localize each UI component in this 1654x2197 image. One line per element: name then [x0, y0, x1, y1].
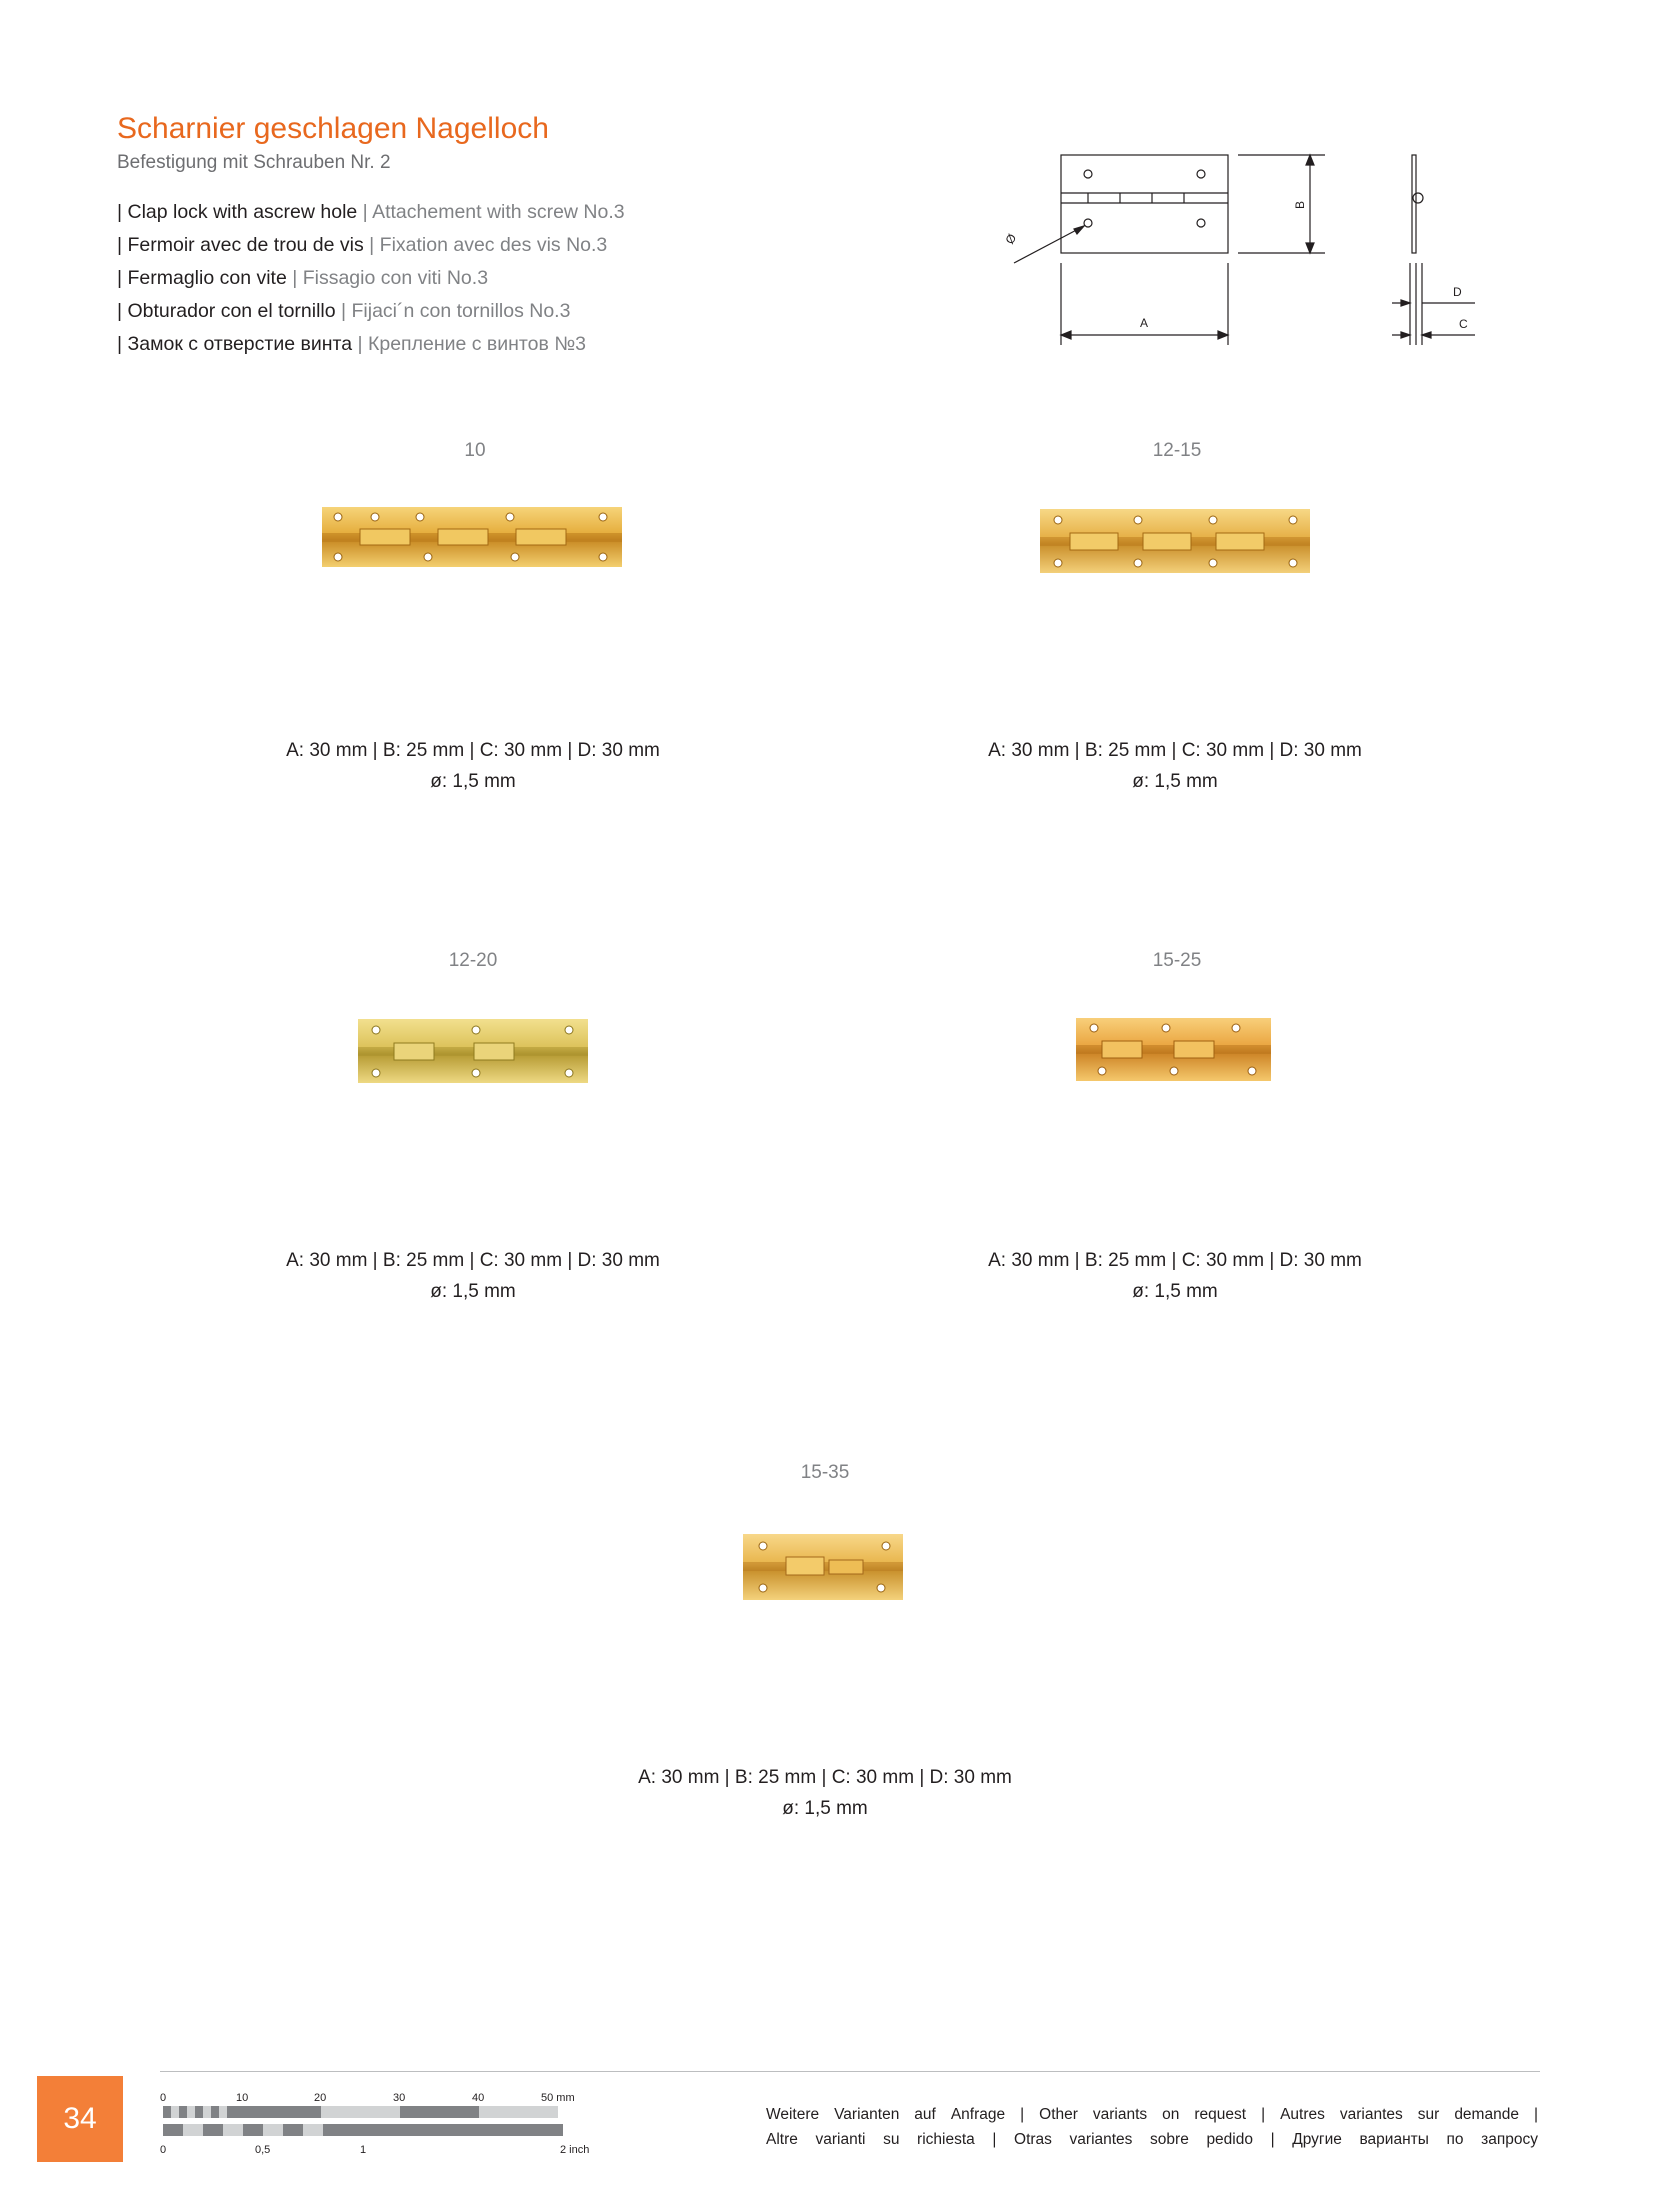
ruler-inch-label-half: 0,5: [255, 2144, 271, 2156]
lang-main-ru: Замок с отверстие винта: [127, 333, 353, 355]
page-title: Scharnier geschlagen Nagelloch: [117, 112, 549, 145]
specs-diameter: ø: 1,5 mm: [430, 1281, 516, 1302]
lang-secondary-es: Fijaci´n con tornillos No.3: [351, 300, 571, 322]
ruler-inch-label-2: 2 inch: [560, 2144, 590, 2156]
product-code: 15-25: [1152, 950, 1202, 971]
hinge-image: [741, 1530, 906, 1602]
lang-secondary-en: Attachement with screw No.3: [372, 201, 625, 223]
product-specs: [223, 735, 723, 797]
footer-word: variants: [1092, 2106, 1148, 2123]
page-subtitle: Befestigung mit Schrauben Nr. 2: [117, 152, 391, 173]
product-code: 15-35: [800, 1462, 850, 1483]
footer-note-line-1: [766, 2102, 1538, 2127]
footer-separator: |: [1533, 2106, 1538, 2123]
language-row-en: | Clap lock with ascrew hole | Attachement with screw No.3: [117, 201, 625, 223]
ruler-mm-label-10: 10: [236, 2092, 249, 2104]
hinge-image: [1074, 1016, 1274, 1083]
language-row-fr: | Fermoir avec de trou de vis | Fixation avec des vis No.3: [117, 234, 608, 256]
ruler-bars: [163, 2106, 563, 2140]
lang-main-it: Fermaglio con vite: [127, 267, 287, 289]
product-specs: [223, 1245, 723, 1307]
ruler-inch-label-1: 1: [360, 2144, 367, 2156]
dim-label-b: B: [1293, 200, 1307, 209]
hinge-image: [356, 1017, 591, 1085]
footer-word: variantes: [1069, 2131, 1133, 2148]
hinge-image: [320, 505, 625, 570]
language-list: [117, 196, 625, 361]
dim-label-d: D: [1453, 285, 1462, 299]
footer-word: Weitere: [766, 2106, 820, 2123]
ruler-mm-label-20: 20: [314, 2092, 327, 2104]
dim-label-c: C: [1459, 317, 1468, 331]
footer-word: Autres: [1280, 2106, 1325, 2123]
language-row-it: | Fermaglio con vite | Fissagio con viti No.3: [117, 267, 489, 289]
specs-diameter: ø: 1,5 mm: [1132, 1281, 1218, 1302]
product-code: 12-15: [1152, 440, 1202, 461]
lang-secondary-fr: Fixation avec des vis No.3: [379, 234, 608, 256]
footer-separator: |: [1020, 2106, 1025, 2123]
ruler-mm-label-50: 50 mm: [541, 2092, 575, 2104]
footer-word: Anfrage: [950, 2106, 1006, 2123]
footer-note: [766, 2102, 1538, 2152]
footer-word: request: [1194, 2106, 1247, 2123]
specs-dimensions: A: 30 mm | B: 25 mm | C: 30 mm | D: 30 mm: [638, 1767, 1012, 1788]
footer-separator: |: [1261, 2106, 1266, 2123]
footer-word: варианты: [1359, 2131, 1429, 2148]
footer-word: sur: [1417, 2106, 1440, 2123]
page-number: 34: [37, 2076, 123, 2162]
lang-main-es: Obturador con el tornillo: [127, 300, 336, 322]
footer-word: запросу: [1481, 2131, 1538, 2148]
ruler-mm-label-0: 0: [160, 2092, 167, 2104]
product-code: 10: [464, 440, 486, 461]
footer-word: su: [883, 2131, 900, 2148]
lang-main-en: Clap lock with ascrew hole: [127, 201, 358, 223]
footer-word: Varianten: [834, 2106, 900, 2123]
ruler-inch-label-0: 0: [160, 2144, 167, 2156]
specs-dimensions: A: 30 mm | B: 25 mm | C: 30 mm | D: 30 mm: [988, 1250, 1362, 1271]
footer-separator: |: [992, 2131, 997, 2148]
specs-diameter: ø: 1,5 mm: [782, 1798, 868, 1819]
footer-word: Other: [1039, 2106, 1078, 2123]
lang-secondary-it: Fissagio con viti No.3: [302, 267, 489, 289]
hinge-side-view: [1412, 155, 1416, 253]
footer-word: Altre: [766, 2131, 798, 2148]
specs-diameter: ø: 1,5 mm: [430, 771, 516, 792]
footer-word: richiesta: [917, 2131, 975, 2148]
language-row-es: | Obturador con el tornillo | Fijaci´n con tornillos No.3: [117, 300, 571, 322]
specs-diameter: ø: 1,5 mm: [1132, 771, 1218, 792]
footer-word: по: [1446, 2131, 1464, 2148]
footer-separator: |: [1270, 2131, 1275, 2148]
specs-dimensions: A: 30 mm | B: 25 mm | C: 30 mm | D: 30 mm: [286, 1250, 660, 1271]
measurement-ruler: [160, 2092, 590, 2162]
product-specs: [925, 1245, 1425, 1307]
language-row-ru: | Замок с отверстие винта | Крепление с винтов №3: [117, 333, 587, 355]
footer-word: varianti: [815, 2131, 866, 2148]
specs-dimensions: A: 30 mm | B: 25 mm | C: 30 mm | D: 30 mm: [286, 740, 660, 761]
footer-word: Otras: [1014, 2131, 1052, 2148]
footer-word: sobre: [1150, 2131, 1189, 2148]
hinge-image: [1038, 507, 1313, 575]
dim-label-diameter: Ø: [1002, 231, 1020, 247]
lang-secondary-ru: Крепление с винтов №3: [367, 333, 587, 355]
footer-word: pedido: [1206, 2131, 1253, 2148]
ruler-mm-label-40: 40: [472, 2092, 485, 2104]
product-code: 12-20: [448, 950, 498, 971]
dim-label-a: A: [1140, 316, 1149, 330]
footer-word: on: [1162, 2106, 1180, 2123]
footer-word: demande: [1454, 2106, 1519, 2123]
lang-main-fr: Fermoir avec de trou de vis: [127, 234, 364, 256]
footer-word: Другие: [1292, 2131, 1342, 2148]
product-specs: [925, 735, 1425, 797]
product-specs: [575, 1762, 1075, 1824]
ruler-mm-label-30: 30: [393, 2092, 406, 2104]
footer-divider: [160, 2071, 1540, 2072]
footer-word: auf: [914, 2106, 936, 2123]
hinge-outline: [1061, 155, 1228, 253]
footer-note-line-2: [766, 2127, 1538, 2152]
specs-dimensions: A: 30 mm | B: 25 mm | C: 30 mm | D: 30 mm: [988, 740, 1362, 761]
technical-drawing: [1000, 145, 1500, 355]
footer-word: variantes: [1339, 2106, 1403, 2123]
